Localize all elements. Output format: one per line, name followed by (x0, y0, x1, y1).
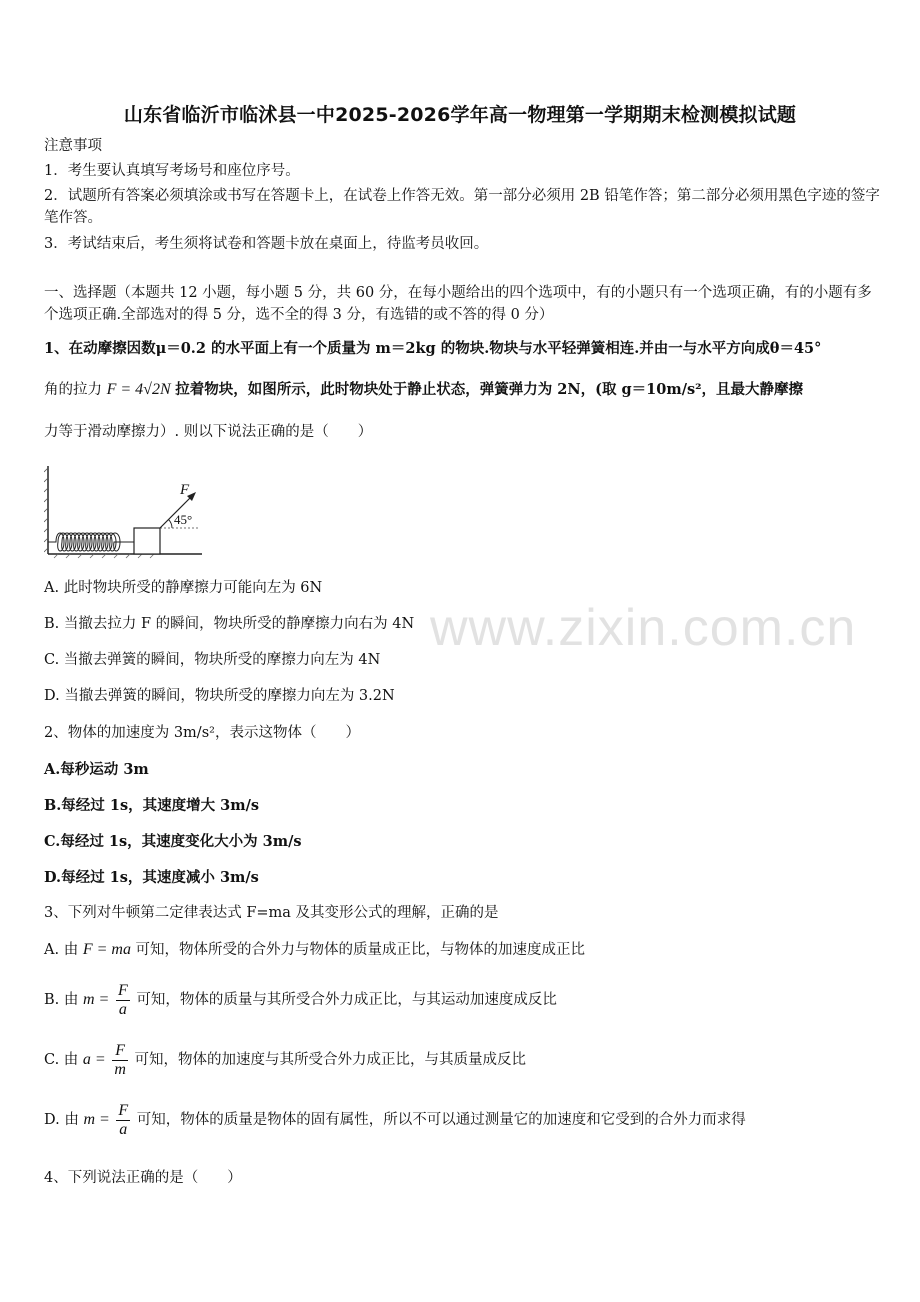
q3-option-d (44, 1102, 746, 1138)
q4-stem: 4、下列说法正确的是（ ） (44, 1170, 242, 1186)
q1-line-2 (44, 380, 803, 399)
q3-option-a-formula: F = ma (82, 941, 131, 958)
page-title: 山东省临沂市临沭县一中2025-2026学年高一物理第一学期期末检测模拟试题 (123, 104, 797, 126)
q2-option-c: C.每经过 1s，其速度变化大小为 3m/s (44, 833, 302, 850)
q3-option-b-fraction (116, 982, 130, 1018)
q3-option-c (44, 1042, 526, 1078)
q2-stem: 2、物体的加速度为 3m/s²，表示这物体（ ） (44, 725, 360, 741)
q3-option-a-prefix: A. 由 (44, 942, 79, 958)
q3-stem: 3、下列对牛顿第二定律表达式 F=ma 及其变形公式的理解，正确的是 (44, 905, 499, 921)
q1-line-2-post: 拉着物块，如图所示，此时物块处于静止状态，弹簧弹力为 2N，(取 g＝10m/s²，且最大静摩擦 (175, 381, 804, 398)
fraction-numerator: F (117, 982, 128, 999)
section-heading: 一、选择题（本题共 12 小题，每小题 5 分，共 60 分，在每小题给出的四个选项中，有的小题只有一个选项正确，有的小题有多个选项正确.全部选对的得 5 分，选不全的得 3 分，有选错的或不答的得 0 分） (44, 285, 872, 324)
angle-arc (169, 520, 173, 529)
q3-option-a (44, 940, 585, 959)
q3-option-b-text: 可知，物体的质量与其所受合外力成正比，与其运动加速度成反比 (136, 992, 557, 1009)
q2-option-b: B.每经过 1s，其速度增大 3m/s (44, 797, 260, 814)
q3-option-b-lhs: m = (82, 991, 110, 1009)
q1-line-3: 力等于滑动摩擦力）. 则以下说法正确的是（ ） (44, 424, 373, 440)
fraction-denominator: a (118, 1000, 127, 1018)
q3-option-b-prefix: B. 由 (44, 992, 79, 1009)
q3-option-d-lhs: m = (83, 1111, 110, 1129)
q1-option-a: A. 此时物块所受的静摩擦力可能向左为 6N (44, 580, 323, 596)
q1-option-b: B. 当撤去拉力 F 的瞬间，物块所受的静摩擦力向右为 4N (44, 616, 415, 632)
fraction-numerator: F (112, 1042, 128, 1061)
q3-option-d-fraction (116, 1102, 130, 1138)
q2-option-a: A.每秒运动 3m (44, 761, 149, 778)
q3-option-c-fraction (112, 1042, 128, 1078)
notes-heading: 注意事项 (44, 138, 102, 154)
watermark: www.zixin.com.cn (430, 599, 857, 657)
q1-force-formula: F = 4√2N (106, 381, 171, 398)
note-2: 2．试题所有答案必须填涂或书写在答题卡上，在试卷上作答无效。第一部分必须用 2B 铅笔作答；第二部分必须用黑色字迹的签字笔作答。 (44, 188, 880, 227)
q3-option-b (44, 982, 557, 1018)
q3-option-d-prefix: D. 由 (44, 1112, 79, 1129)
note-3: 3．考试结束后，考生须将试卷和答题卡放在桌面上，待监考员收回。 (44, 236, 489, 252)
force-label: F (180, 482, 190, 498)
fraction-denominator: a (119, 1120, 128, 1138)
spring-coil (48, 533, 134, 551)
note-1: 1．考生要认真填写考场号和座位序号。 (44, 163, 300, 179)
fraction-denominator: m (114, 1060, 126, 1078)
q1-option-d: D. 当撤去弹簧的瞬间，物块所受的摩擦力向左为 3.2N (44, 688, 395, 704)
q1-spring-block-figure (44, 462, 214, 562)
q1-line-2-pre: 角的拉力 (44, 382, 102, 398)
q3-option-c-lhs: a = (82, 1051, 106, 1069)
block (134, 528, 160, 554)
q3-option-d-text: 可知，物体的质量是物体的固有属性，所以不可以通过测量它的加速度和它受到的合外力而求得 (136, 1112, 746, 1129)
q1-line-1: 1、在动摩擦因数μ＝0.2 的水平面上有一个质量为 m＝2kg 的物块.物块与水平轻弹簧相连.并由一与水平方向成θ＝45° (44, 340, 822, 357)
q1-option-c: C. 当撤去弹簧的瞬间，物块所受的摩擦力向左为 4N (44, 652, 381, 668)
q3-option-c-text: 可知，物体的加速度与其所受合外力成正比，与其质量成反比 (134, 1052, 526, 1069)
fraction-numerator: F (118, 1102, 129, 1119)
angle-label: 45° (174, 512, 193, 527)
q3-option-a-text: 可知，物体所受的合外力与物体的质量成正比，与物体的加速度成正比 (135, 942, 586, 958)
q2-option-d: D.每经过 1s，其速度减小 3m/s (44, 869, 259, 886)
q3-option-c-prefix: C. 由 (44, 1052, 79, 1069)
